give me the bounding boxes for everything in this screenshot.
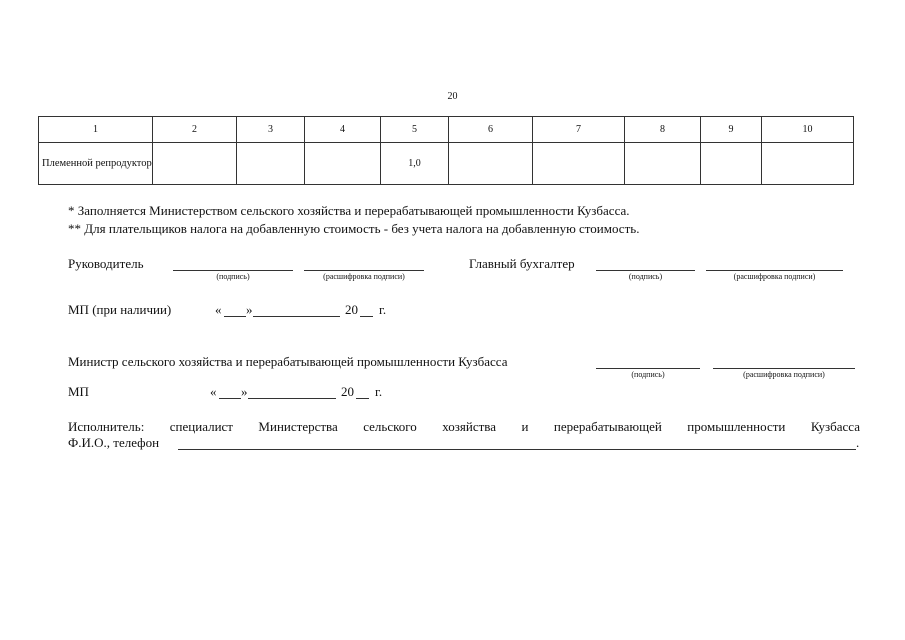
chief-decode-line <box>706 270 843 271</box>
date2-day-line <box>219 398 241 399</box>
minister-decode-line <box>713 368 855 369</box>
chief-decode-caption: (расшифровка подписи) <box>733 272 816 281</box>
footnote-2: ** Для плательщиков налога на добавленную стоимость - без учета налога на добавленную стоимость. <box>68 221 640 236</box>
chief-accountant-label: Главный бухгалтер <box>469 256 575 271</box>
head-sign-line <box>173 270 293 271</box>
table-cell: 1,0 <box>381 143 449 185</box>
date-year-prefix: 20 <box>345 302 358 317</box>
col-header: 5 <box>381 117 449 143</box>
date2-open-quote: « <box>210 384 217 399</box>
date-day-line <box>224 316 246 317</box>
table-cell <box>625 143 701 185</box>
date2-month-line <box>248 398 336 399</box>
col-header: 9 <box>701 117 762 143</box>
date-year-suffix: г. <box>379 302 387 317</box>
mp-label: МП (при наличии) <box>68 302 172 317</box>
minister-label: Министр сельского хозяйства и перерабатывающей промышленности Кузбасса <box>68 354 508 369</box>
date2-year-line <box>356 398 369 399</box>
minister-decode-caption: (расшифровка подписи) <box>743 370 825 379</box>
col-header: 8 <box>625 117 701 143</box>
head-label: Руководитель <box>68 256 144 271</box>
date2-close-quote: » <box>241 384 248 399</box>
col-header: 7 <box>533 117 625 143</box>
col-header: 2 <box>153 117 237 143</box>
head-decode-line <box>304 270 424 271</box>
col-header: 4 <box>305 117 381 143</box>
page-number: 20 <box>447 91 458 102</box>
date-open-quote: « <box>215 302 222 317</box>
date2-year-prefix: 20 <box>341 384 354 399</box>
table-cell <box>449 143 533 185</box>
executor-line: Исполнитель: специалист Министерства сельского хозяйства и перерабатывающей промышленности Кузбасса <box>68 419 860 434</box>
data-table <box>38 116 854 185</box>
head-sign-caption: (подпись) <box>216 272 250 281</box>
col-header: 6 <box>449 117 533 143</box>
col-header: 3 <box>237 117 305 143</box>
table-row <box>39 143 854 185</box>
table-cell <box>533 143 625 185</box>
table-cell <box>153 143 237 185</box>
minister-sign-line <box>596 368 700 369</box>
table-cell <box>305 143 381 185</box>
executor-name-label: Ф.И.О., телефон <box>68 435 160 450</box>
col-header: 1 <box>39 117 153 143</box>
chief-sign-caption: (подпись) <box>628 272 663 281</box>
table-header-row <box>39 117 854 143</box>
table-cell <box>762 143 854 185</box>
col-header: 10 <box>762 117 854 143</box>
head-decode-caption: (расшифровка подписи) <box>323 272 405 281</box>
date-month-line <box>253 316 340 317</box>
executor-name-line <box>178 449 856 450</box>
mp2-label: МП <box>68 384 89 399</box>
chief-sign-line <box>596 270 695 271</box>
date2-year-suffix: г. <box>375 384 383 399</box>
table-cell: Племенной репродуктор <box>39 143 153 185</box>
executor-name-end: . <box>856 435 860 450</box>
footnote-1: * Заполняется Министерством сельского хозяйства и перерабатывающей промышленности Кузбасса. <box>68 203 630 218</box>
date-close-quote: » <box>246 302 253 317</box>
date-year-line <box>360 316 373 317</box>
minister-sign-caption: (подпись) <box>631 370 665 379</box>
table-cell <box>237 143 305 185</box>
table-cell <box>701 143 762 185</box>
